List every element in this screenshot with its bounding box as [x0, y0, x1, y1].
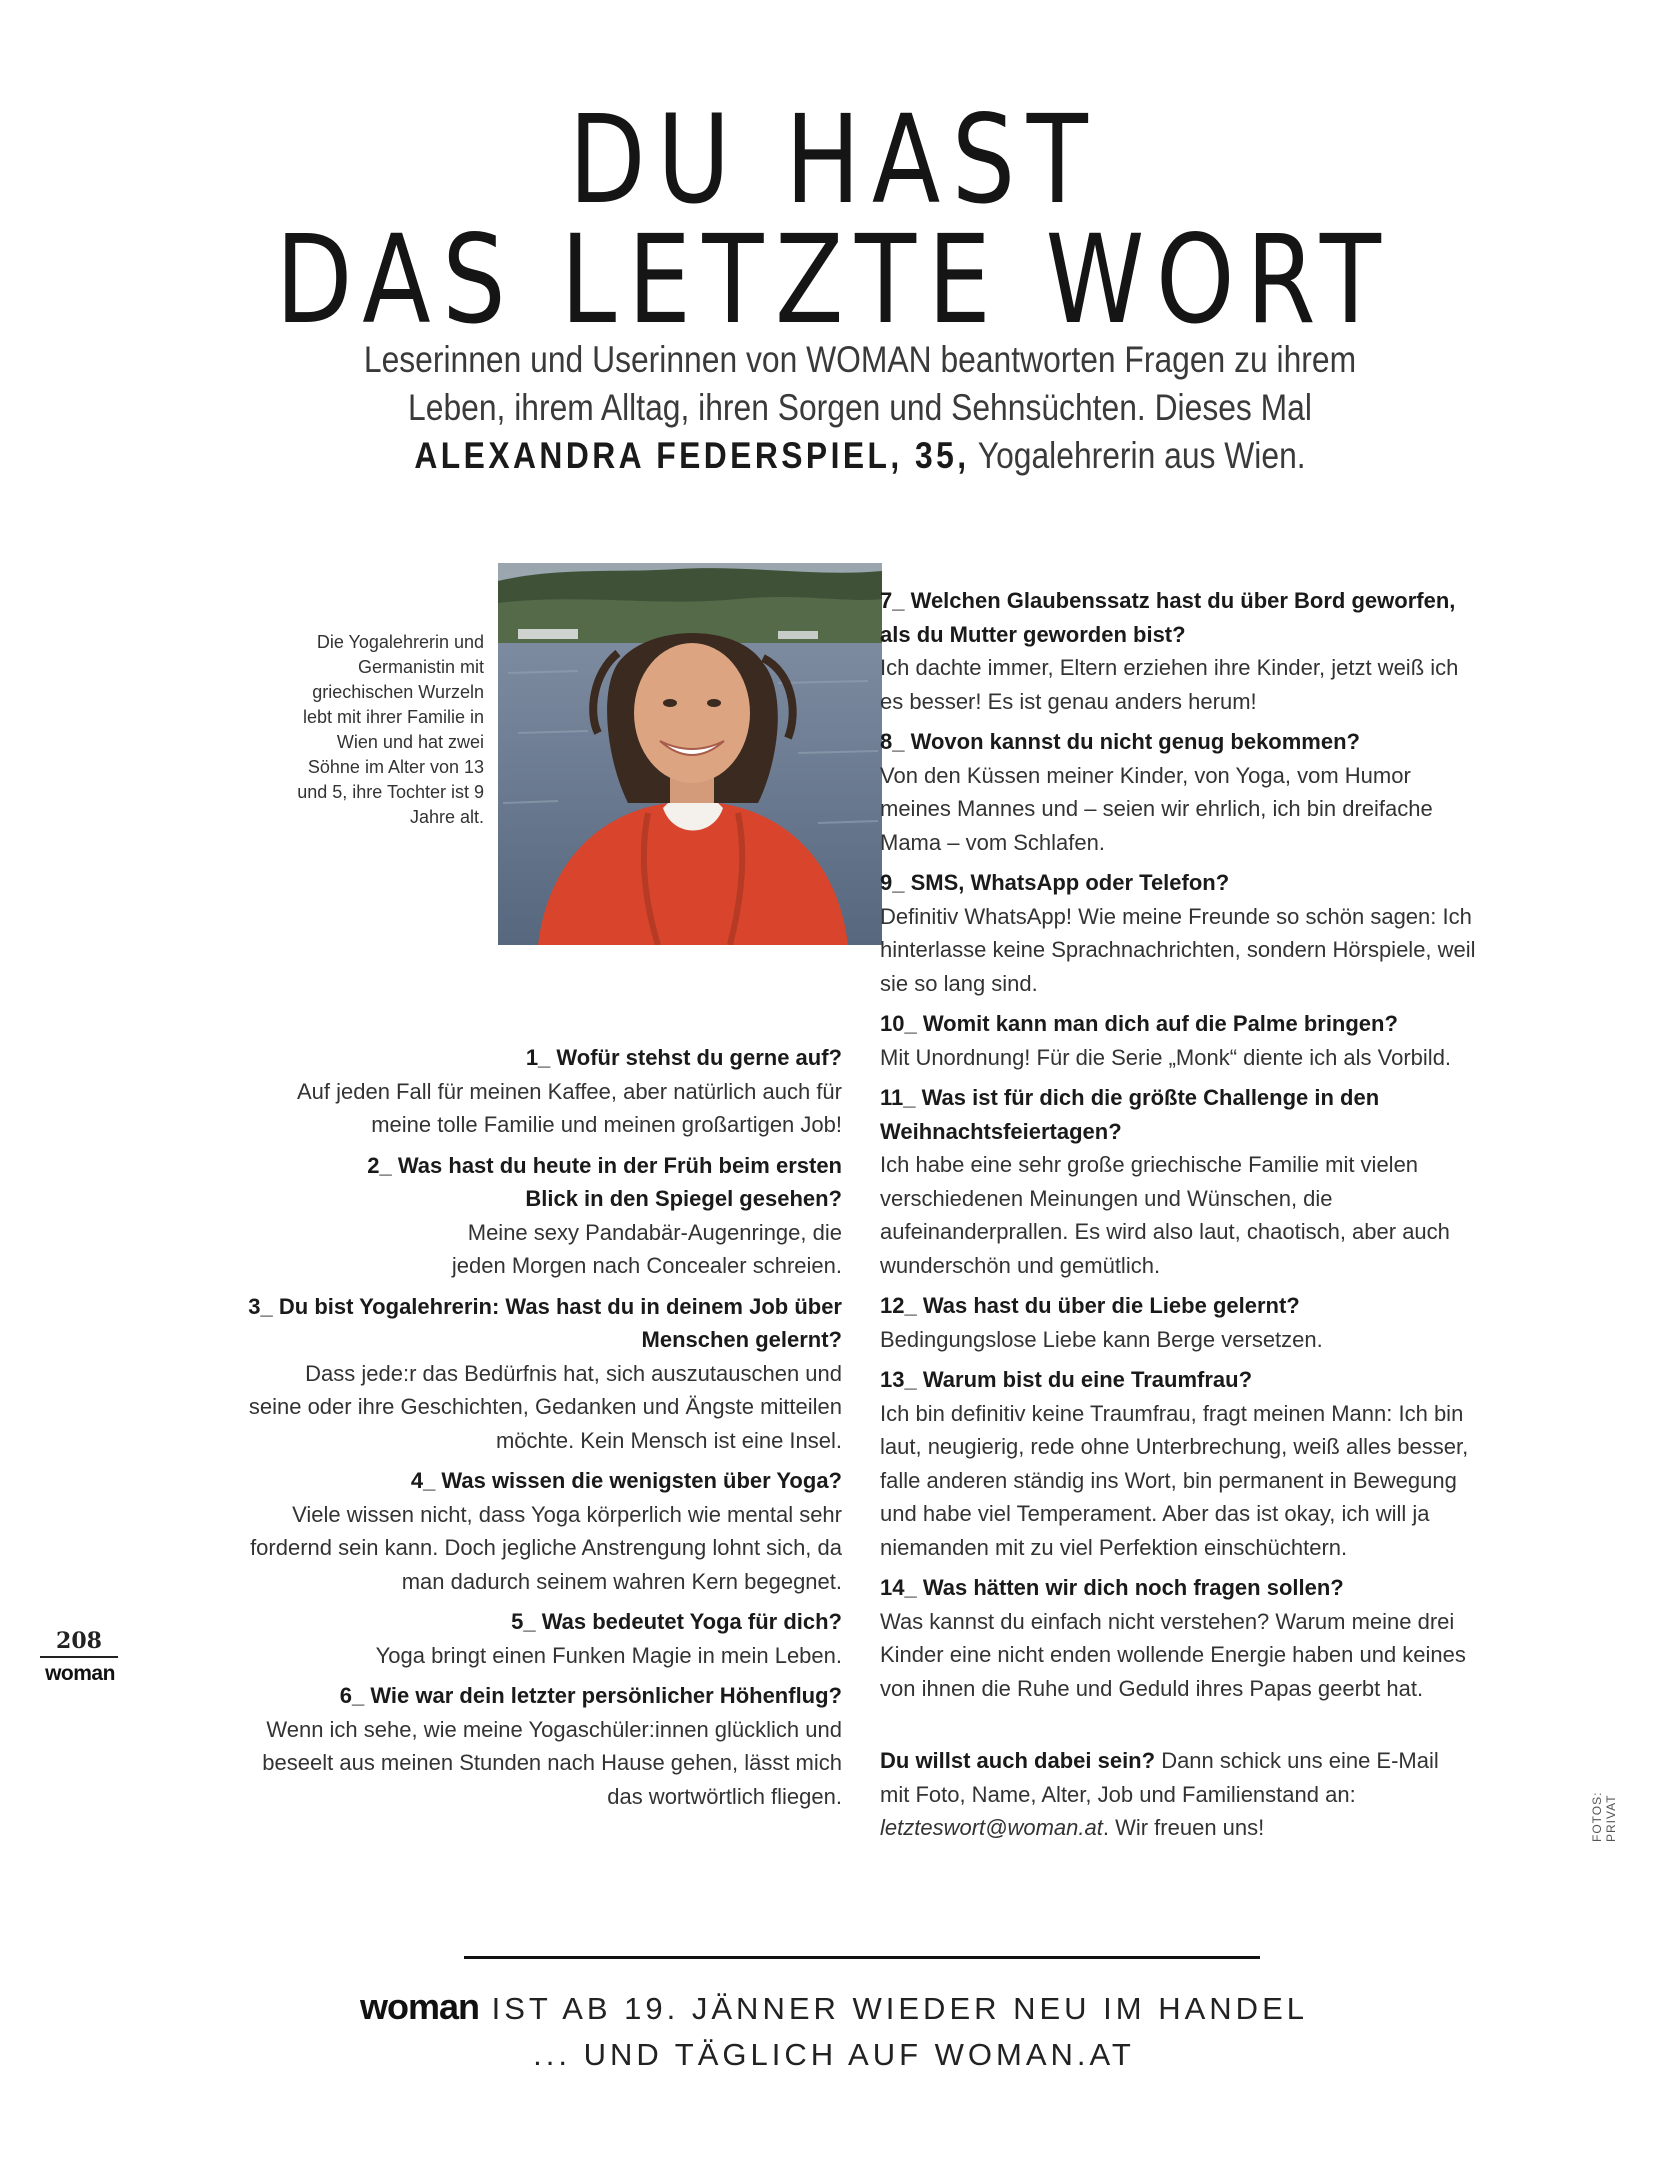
footer-line-1-text: IST AB 19. JÄNNER WIEDER NEU IM HANDEL: [491, 1991, 1308, 2026]
qa-item-2: [248, 1149, 842, 1283]
right-column: [880, 584, 1480, 1712]
intro-tail: Yogalehrerin aus Wien.: [977, 435, 1306, 476]
question: 1_ Wofür stehst du gerne auf?: [525, 1045, 842, 1070]
answer: Ich bin definitiv keine Traumfrau, fragt meinen Mann: Ich bin laut, neugierig, rede ohne Unterbrechung, weiß alles besser, falle anderen ständig ins Wort, bin permanent in Bewegung und habe viel Temperament. Aber das ist okay, ich will ja niemanden mit zu viel Perfektion einschüchtern.: [880, 1400, 1469, 1560]
portrait-illustration: [498, 563, 882, 945]
qa-item-4: [248, 1464, 842, 1598]
question: 6_ Wie war dein letzter persönlicher Höhenflug?: [339, 1683, 842, 1708]
footer-divider: [464, 1956, 1260, 1959]
qa-item-3: [248, 1290, 842, 1458]
answer: Dass jede:r das Bedürfnis hat, sich auszutauschen und seine oder ihre Geschichten, Gedanken und Ängste mitteilen möchte. Kein Mensch ist eine Insel.: [248, 1360, 842, 1453]
answer: Bedingungslose Liebe kann Berge versetzen.: [880, 1326, 1323, 1352]
footer-line-2: ... UND TÄGLICH AUF WOMAN.AT: [533, 2037, 1135, 2072]
qa-item-14: [880, 1571, 1480, 1705]
cta-question: Du willst auch dabei sein?: [880, 1748, 1156, 1773]
question: 4_ Was wissen die wenigsten über Yoga?: [410, 1468, 842, 1493]
question: 9_ SMS, WhatsApp oder Telefon?: [880, 870, 1230, 895]
left-column: [248, 1041, 842, 1820]
question: 14_ Was hätten wir dich noch fragen sollen?: [880, 1575, 1344, 1600]
question: 12_ Was hast du über die Liebe gelernt?: [880, 1293, 1300, 1318]
question: 13_ Warum bist du eine Traumfrau?: [880, 1367, 1253, 1392]
footer-line-1: [0, 1984, 1668, 2032]
headline: [150, 89, 1518, 351]
photo-caption: Die Yogalehrerin und Germanistin mit griechischen Wurzeln lebt mit ihrer Familie in Wien und hat zwei Söhne im Alter von 13 und 5, ihre Tochter ist 9 Jahre alt.: [297, 632, 484, 827]
qa-item-6: [248, 1679, 842, 1813]
photo-credit: FOTOS: PRIVAT: [1590, 1791, 1618, 1842]
question: 5_ Was bedeutet Yoga für dich?: [511, 1609, 842, 1634]
answer: Auf jeden Fall für meinen Kaffee, aber natürlich auch für meine tolle Familie und meinen großartigen Job!: [296, 1078, 842, 1137]
qa-item-13: [880, 1363, 1480, 1564]
answer: Viele wissen nicht, dass Yoga körperlich wie mental sehr fordernd sein kann. Doch jegliche Anstrengung lohnt sich, da man dadurch seinem wahren Kern begegnet.: [250, 1501, 842, 1594]
footer-brand-logo: woman: [360, 1986, 480, 2027]
answer: Was kannst du einfach nicht verstehen? Warum meine drei Kinder eine nicht enden wollende Energie haben und keines von ihnen die Ruhe und Geduld ihres Papas geerbt hat.: [880, 1608, 1466, 1701]
cta-email-link[interactable]: letzteswort@woman.at: [880, 1815, 1103, 1840]
footer-promo: [0, 1984, 1668, 2078]
question: 11_ Was ist für dich die größte Challenge in den Weihnachtsfeiertagen?: [880, 1085, 1380, 1144]
answer: Meine sexy Pandabär-Augenringe, die jeden Morgen nach Concealer schreien.: [451, 1219, 842, 1278]
question: 10_ Womit kann man dich auf die Palme bringen?: [880, 1011, 1398, 1036]
intro-name: ALEXANDRA FEDERSPIEL, 35,: [414, 435, 970, 476]
answer: Mit Unordnung! Für die Serie „Monk“ diente ich als Vorbild.: [880, 1044, 1452, 1070]
question: 2_ Was hast du heute in der Früh beim ersten Blick in den Spiegel gesehen?: [367, 1152, 842, 1211]
headline-line-2: DAS LETZTE WORT: [275, 209, 1393, 351]
cta-text: Dann schick uns eine E-Mail mit Foto, Name, Alter, Job und Familienstand an:: [880, 1748, 1439, 1807]
cta-closing: . Wir freuen uns!: [1102, 1815, 1265, 1840]
qa-item-10: [880, 1007, 1480, 1074]
question: 8_ Wovon kannst du nicht genug bekommen?: [880, 729, 1360, 754]
page-number: 208: [40, 1628, 118, 1658]
answer: Wenn ich sehe, wie meine Yogaschüler:innen glücklich und beseelt aus meinen Stunden nach Hause gehen, lässt mich das wortwörtlich fliegen.: [262, 1716, 842, 1809]
qa-item-9: [880, 866, 1480, 1000]
qa-item-7: [880, 584, 1480, 718]
portrait-photo: [498, 563, 882, 945]
question: 7_ Welchen Glaubenssatz hast du über Bord geworfen, als du Mutter geworden bist?: [880, 588, 1456, 647]
headline-line-1: DU HAST: [568, 89, 1100, 231]
answer: Definitiv WhatsApp! Wie meine Freunde so schön sagen: Ich hinterlasse keine Sprachnachrichten, sondern Hörspiele, weil sie so lang sind.: [880, 903, 1476, 996]
qa-item-11: [880, 1081, 1480, 1282]
answer: Von den Küssen meiner Kinder, von Yoga, vom Humor meines Mannes und – seien wir ehrlich, ich bin dreifache Mama – vom Schlafen.: [880, 762, 1433, 855]
qa-item-1: [248, 1041, 842, 1142]
intro-text: [335, 336, 1384, 480]
qa-item-12: [880, 1289, 1480, 1356]
answer: Yoga bringt einen Funken Magie in mein Leben.: [375, 1642, 842, 1668]
question: 3_ Du bist Yogalehrerin: Was hast du in deinem Job über Menschen gelernt?: [248, 1293, 842, 1352]
answer: Ich dachte immer, Eltern erziehen ihre Kinder, jetzt weiß ich es besser! Es ist genau anders herum!: [880, 655, 1459, 714]
page-brand-logo: woman: [45, 1662, 115, 1685]
answer: Ich habe eine sehr große griechische Familie mit vielen verschiedenen Meinungen und Wünschen, die aufeinanderprallen. Es wird also laut, chaotisch, aber auch wunderschön und gemütlich.: [880, 1152, 1450, 1278]
call-to-action: [880, 1744, 1440, 1845]
qa-item-8: [880, 725, 1480, 859]
qa-item-5: [248, 1605, 842, 1672]
intro-lead: Leserinnen und Userinnen von WOMAN beantworten Fragen zu ihrem Leben, ihrem Alltag, ihren Sorgen und Sehnsüchten. Dieses Mal: [363, 339, 1357, 428]
